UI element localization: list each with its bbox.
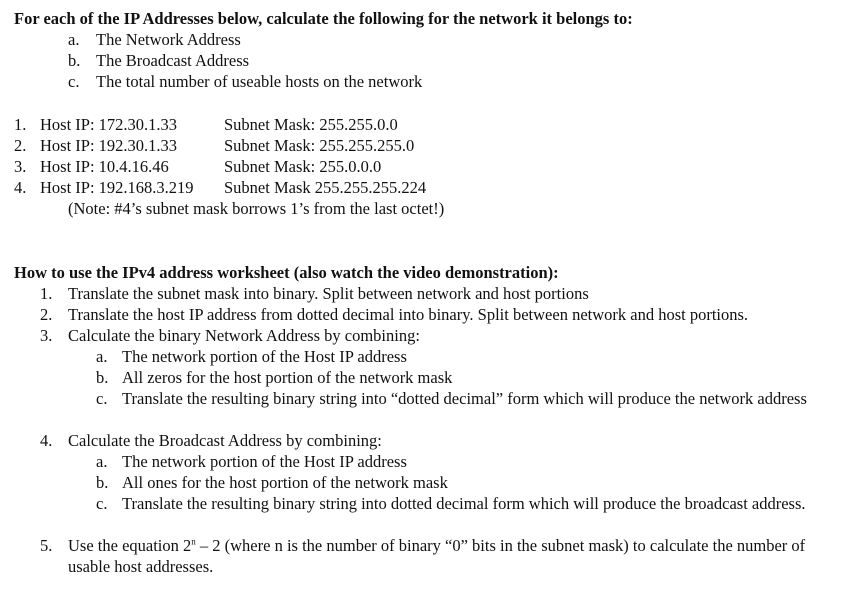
host-row (14, 114, 398, 135)
host-row (14, 177, 426, 198)
step-item (40, 535, 820, 577)
substep-item (96, 367, 452, 388)
howto-heading: How to use the IPv4 address worksheet (also watch the video demonstration): (14, 263, 559, 282)
list-text: The total number of useable hosts on the network (96, 72, 423, 91)
step-item (40, 304, 748, 325)
step-marker: 5. (40, 536, 53, 555)
step-marker: 3. (40, 326, 53, 345)
note: (Note: #4’s subnet mask borrows 1’s from the last octet!) (68, 199, 445, 218)
substep-item (96, 493, 826, 514)
substep-marker: a. (96, 452, 108, 471)
substep-item (96, 388, 826, 409)
list-marker: b. (68, 51, 81, 70)
substep-text: Translate the resulting binary string into “dotted decimal” form which will produce the network address (122, 389, 807, 408)
step-marker: 1. (40, 284, 53, 303)
step-marker: 2. (40, 305, 53, 324)
subnet-mask: Subnet Mask: 255.255.255.0 (224, 136, 415, 155)
host-ip: Host IP: 10.4.16.46 (40, 157, 169, 176)
list-item (68, 50, 249, 71)
host-row (14, 156, 381, 177)
step-text: Calculate the Broadcast Address by combining: (68, 431, 382, 450)
list-marker: 1. (14, 115, 27, 134)
substep-item (96, 346, 407, 367)
step-text (68, 535, 820, 577)
step-item (40, 283, 589, 304)
host-ip: Host IP: 172.30.1.33 (40, 115, 178, 134)
substep-item (96, 451, 407, 472)
list-marker: a. (68, 30, 80, 49)
substep-item (96, 472, 448, 493)
host-ip: Host IP: 192.30.1.33 (40, 136, 178, 155)
step-item (40, 325, 420, 346)
host-row (14, 135, 414, 156)
intro-heading: For each of the IP Addresses below, calculate the following for the network it belongs to: (14, 9, 633, 28)
substep-marker: c. (96, 494, 108, 513)
substep-text: The network portion of the Host IP address (122, 452, 407, 471)
substep-marker: c. (96, 389, 108, 408)
substep-marker: b. (96, 473, 109, 492)
list-marker: 3. (14, 157, 27, 176)
step-text: Calculate the binary Network Address by combining: (68, 326, 420, 345)
equation-text-before: Use the equation 2 (68, 536, 192, 555)
list-marker: 2. (14, 136, 27, 155)
equation-text-after: – 2 (where n is the number of binary “0” bits in the subnet mask) to calculate the number of usable host addresses. (68, 536, 806, 576)
list-item (68, 29, 241, 50)
substep-text: All ones for the host portion of the network mask (122, 473, 448, 492)
subnet-mask: Subnet Mask: 255.0.0.0 (224, 157, 382, 176)
subnet-mask: Subnet Mask: 255.255.0.0 (224, 115, 398, 134)
list-text: The Broadcast Address (96, 51, 250, 70)
list-marker: c. (68, 72, 80, 91)
list-marker: 4. (14, 178, 27, 197)
substep-text: Translate the resulting binary string into dotted decimal form which will produce the broadcast address. (122, 494, 806, 513)
step-text: Translate the host IP address from dotted decimal into binary. Split between network and host portions. (68, 305, 749, 324)
subnet-mask: Subnet Mask 255.255.255.224 (224, 178, 427, 197)
list-text: The Network Address (96, 30, 241, 49)
host-ip: Host IP: 192.168.3.219 (40, 178, 194, 197)
list-item (68, 71, 422, 92)
equation-superscript: n (191, 536, 196, 547)
step-text: Translate the subnet mask into binary. Split between network and host portions (68, 284, 589, 303)
substep-marker: a. (96, 347, 108, 366)
substep-marker: b. (96, 368, 109, 387)
substep-text: The network portion of the Host IP address (122, 347, 407, 366)
step-item (40, 430, 382, 451)
substep-text: All zeros for the host portion of the network mask (122, 368, 453, 387)
step-marker: 4. (40, 431, 53, 450)
